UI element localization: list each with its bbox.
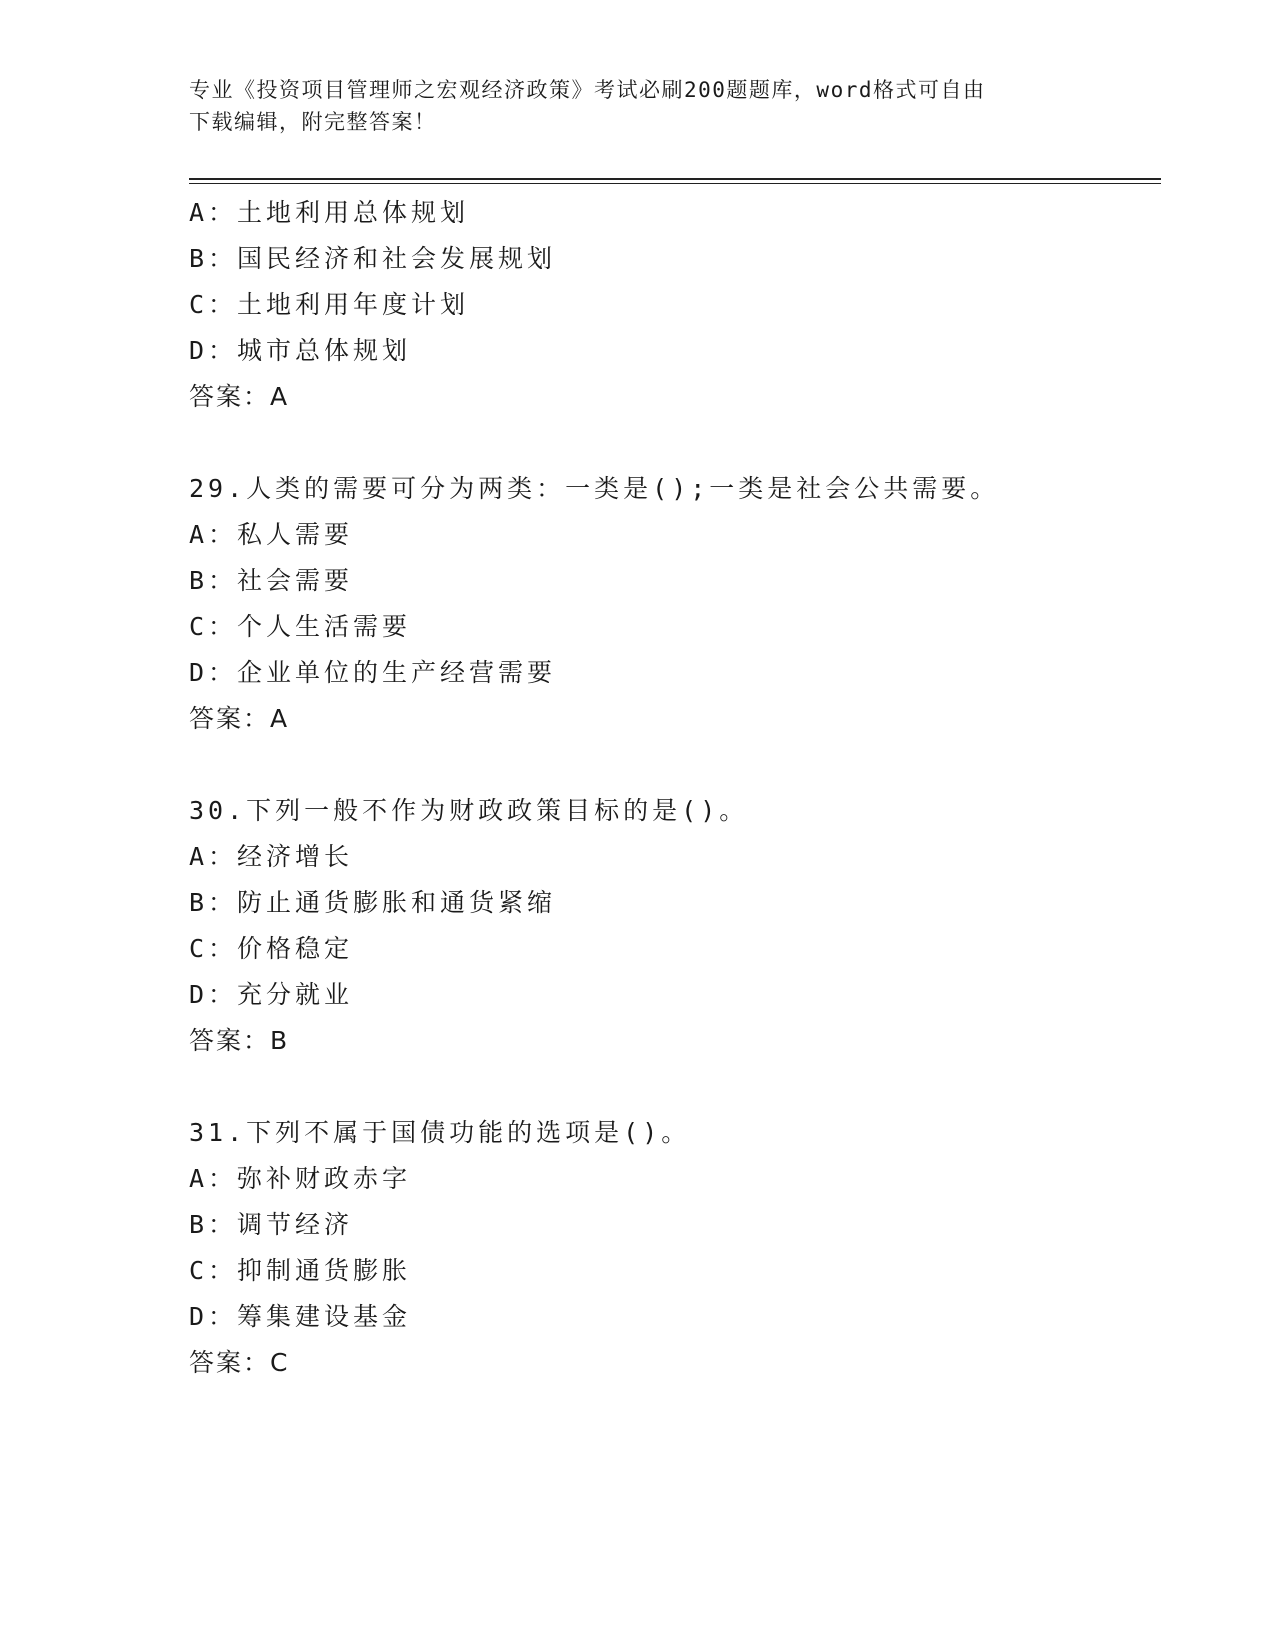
option-a: A：弥补财政赤字 <box>189 1164 412 1193</box>
header-divider-thin <box>189 183 1161 184</box>
answer-line: 答案：A <box>189 382 290 411</box>
option-d: D：充分就业 <box>189 980 354 1009</box>
answer-line: 答案：A <box>189 704 290 733</box>
document-header <box>189 74 1069 138</box>
question-block-30 <box>189 788 1161 1064</box>
option-a: A：土地利用总体规划 <box>189 198 470 227</box>
option-b: B：调节经济 <box>189 1210 354 1239</box>
question-block-29 <box>189 466 1161 742</box>
header-divider-thick <box>189 178 1161 180</box>
option-d: D：城市总体规划 <box>189 336 412 365</box>
answer-line: 答案：C <box>189 1348 290 1377</box>
header-line-1: 专业《投资项目管理师之宏观经济政策》考试必刷200题题库，word格式可自由 <box>189 78 986 102</box>
option-b: B：防止通货膨胀和通货紧缩 <box>189 888 557 917</box>
option-c: C：个人生活需要 <box>189 612 412 641</box>
option-d: D：企业单位的生产经营需要 <box>189 658 557 687</box>
option-a: A：经济增长 <box>189 842 354 871</box>
option-c: C：抑制通货膨胀 <box>189 1256 412 1285</box>
question-list <box>189 190 1161 1386</box>
header-line-2: 下载编辑，附完整答案！ <box>189 110 437 134</box>
option-c: C：价格稳定 <box>189 934 354 963</box>
question-block-28 <box>189 190 1161 420</box>
question-text: 30.下列一般不作为财政政策目标的是()。 <box>189 796 749 825</box>
option-a: A：私人需要 <box>189 520 354 549</box>
question-text: 29.人类的需要可分为两类：一类是();一类是社会公共需要。 <box>189 474 1000 503</box>
question-text: 31.下列不属于国债功能的选项是()。 <box>189 1118 691 1147</box>
option-c: C：土地利用年度计划 <box>189 290 470 319</box>
answer-line: 答案：B <box>189 1026 290 1055</box>
question-block-31 <box>189 1110 1161 1386</box>
option-b: B：社会需要 <box>189 566 354 595</box>
option-b: B：国民经济和社会发展规划 <box>189 244 557 273</box>
option-d: D：筹集建设基金 <box>189 1302 412 1331</box>
